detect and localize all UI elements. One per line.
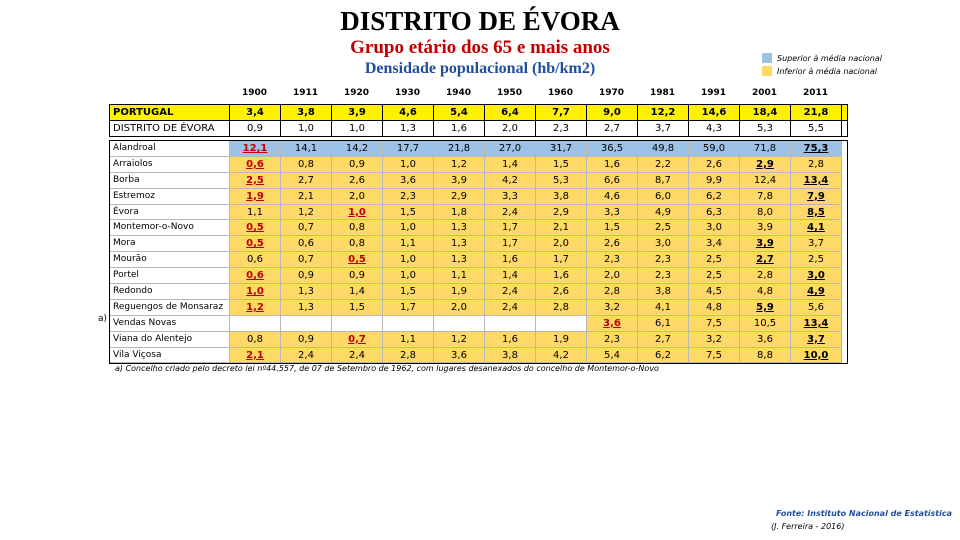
density-value: 59,0 [689, 141, 740, 157]
density-value: 14,1 [281, 141, 332, 157]
density-value: 2,5 [689, 252, 740, 268]
national-value: 3,4 [230, 105, 281, 120]
year-header: 2001 [751, 88, 778, 98]
municipality-name: Borba [110, 173, 230, 189]
density-value [536, 316, 587, 332]
district-value: 1,6 [434, 121, 485, 136]
table-row [110, 189, 849, 205]
density-value: 1,5 [536, 157, 587, 173]
district-value: 1,3 [383, 121, 434, 136]
density-value: 1,7 [383, 300, 434, 316]
density-value: 0,8 [332, 236, 383, 252]
year-header: 1930 [394, 88, 421, 98]
year-header: 1950 [496, 88, 523, 98]
density-value: 17,7 [383, 141, 434, 157]
density-value: 2,8 [536, 300, 587, 316]
district-value: 4,3 [689, 121, 740, 136]
density-value: 12,4 [740, 173, 791, 189]
density-value: 0,9 [332, 268, 383, 284]
national-value: 21,8 [791, 105, 842, 120]
national-value: 14,6 [689, 105, 740, 120]
density-value: 2,5 [791, 252, 842, 268]
district-value: 5,5 [791, 121, 842, 136]
density-value: 1,9 [434, 284, 485, 300]
district-row [109, 121, 848, 137]
density-value: 1,1 [434, 268, 485, 284]
municipality-name: Mourão [110, 252, 230, 268]
density-value: 2,8 [383, 348, 434, 364]
municipality-name: Arraiolos [110, 157, 230, 173]
density-value: 21,8 [434, 141, 485, 157]
municipality-name: Vendas Novas [110, 316, 230, 332]
density-value: 12,1 [230, 141, 281, 157]
density-value: 1,5 [383, 284, 434, 300]
density-value: 1,1 [383, 332, 434, 348]
density-value: 3,3 [587, 205, 638, 221]
table-row [110, 220, 849, 236]
table-row [110, 316, 849, 332]
municipality-name: Portel [110, 268, 230, 284]
table-row [110, 332, 849, 348]
density-value: 4,1 [638, 300, 689, 316]
table-row [110, 268, 849, 284]
table-row [110, 157, 849, 173]
density-value: 2,0 [434, 300, 485, 316]
density-value: 4,8 [740, 284, 791, 300]
density-value: 4,8 [689, 300, 740, 316]
density-value: 0,7 [281, 252, 332, 268]
density-value: 49,8 [638, 141, 689, 157]
density-value: 3,9 [434, 173, 485, 189]
table-row [110, 284, 849, 300]
national-value: 9,0 [587, 105, 638, 120]
national-value: 3,9 [332, 105, 383, 120]
density-value: 3,6 [587, 316, 638, 332]
year-header: 1900 [241, 88, 268, 98]
density-value: 3,6 [383, 173, 434, 189]
district-value: 0,9 [230, 121, 281, 136]
density-value: 1,3 [434, 252, 485, 268]
density-value: 1,0 [383, 268, 434, 284]
density-value: 1,3 [434, 236, 485, 252]
district-value: 2,7 [587, 121, 638, 136]
municipality-name: Redondo [110, 284, 230, 300]
density-value: 3,6 [740, 332, 791, 348]
vendas-novas-marker: a) [98, 314, 108, 324]
page-title: DISTRITO DE ÉVORA [340, 6, 620, 36]
density-value: 1,0 [230, 284, 281, 300]
national-row [109, 104, 848, 121]
density-value: 0,5 [332, 252, 383, 268]
table-row [110, 252, 849, 268]
district-value: 2,3 [536, 121, 587, 136]
density-value: 4,2 [536, 348, 587, 364]
density-value: 1,7 [485, 220, 536, 236]
municipality-name: Viana do Alentejo [110, 332, 230, 348]
density-value: 1,3 [281, 300, 332, 316]
density-value: 3,2 [587, 300, 638, 316]
density-value: 3,8 [536, 189, 587, 205]
density-value: 4,6 [587, 189, 638, 205]
density-value: 13,4 [791, 316, 842, 332]
legend-swatch-below [762, 66, 772, 76]
density-value: 10,5 [740, 316, 791, 332]
density-value: 2,6 [536, 284, 587, 300]
density-value: 2,6 [332, 173, 383, 189]
year-header: 1970 [598, 88, 625, 98]
density-value: 27,0 [485, 141, 536, 157]
density-value: 6,6 [587, 173, 638, 189]
table-row [110, 300, 849, 316]
metric-label: Densidade populacional (hb/km2) [364, 60, 596, 77]
density-value: 2,9 [536, 205, 587, 221]
density-value: 8,0 [740, 205, 791, 221]
density-value: 5,3 [536, 173, 587, 189]
density-value: 3,2 [689, 332, 740, 348]
density-value: 7,8 [740, 189, 791, 205]
legend-item-below [762, 66, 877, 76]
density-value: 1,5 [383, 205, 434, 221]
density-value: 3,0 [791, 268, 842, 284]
density-value: 1,1 [383, 236, 434, 252]
year-header: 1911 [292, 88, 319, 98]
district-name: DISTRITO DE ÉVORA [110, 121, 230, 136]
density-value: 0,8 [281, 157, 332, 173]
density-value: 3,8 [638, 284, 689, 300]
density-value: 0,7 [281, 220, 332, 236]
national-value: 18,4 [740, 105, 791, 120]
density-value: 1,6 [485, 332, 536, 348]
density-table [109, 86, 848, 364]
density-value [434, 316, 485, 332]
density-value: 1,2 [434, 332, 485, 348]
density-value: 0,7 [332, 332, 383, 348]
district-value: 5,3 [740, 121, 791, 136]
density-value: 0,9 [332, 157, 383, 173]
municipality-name: Vila Viçosa [110, 348, 230, 364]
density-value: 6,2 [638, 348, 689, 364]
density-value: 31,7 [536, 141, 587, 157]
density-value: 4,9 [791, 284, 842, 300]
author-note: (J. Ferreira - 2016) [771, 522, 845, 531]
header-corner [109, 86, 229, 102]
national-name: PORTUGAL [110, 105, 230, 120]
table-row [110, 348, 849, 364]
density-value: 0,8 [230, 332, 281, 348]
district-value: 3,7 [638, 121, 689, 136]
density-value: 1,3 [281, 284, 332, 300]
density-value: 2,0 [587, 268, 638, 284]
density-value: 0,9 [281, 268, 332, 284]
table-row [110, 205, 849, 221]
density-value: 2,7 [740, 252, 791, 268]
density-value: 2,3 [587, 332, 638, 348]
density-value: 1,4 [332, 284, 383, 300]
density-value: 3,0 [689, 220, 740, 236]
density-value: 6,1 [638, 316, 689, 332]
density-value: 4,1 [791, 220, 842, 236]
density-value: 2,4 [485, 205, 536, 221]
year-header: 1920 [343, 88, 370, 98]
density-value: 2,8 [791, 157, 842, 173]
density-value [332, 316, 383, 332]
density-value: 8,7 [638, 173, 689, 189]
density-value: 2,5 [689, 268, 740, 284]
density-value: 5,6 [791, 300, 842, 316]
density-value: 4,5 [689, 284, 740, 300]
density-value: 2,3 [383, 189, 434, 205]
density-value: 3,0 [638, 236, 689, 252]
density-value: 1,7 [485, 236, 536, 252]
density-value: 1,7 [536, 252, 587, 268]
density-value: 1,4 [485, 157, 536, 173]
year-header: 1960 [547, 88, 574, 98]
density-value: 2,3 [638, 268, 689, 284]
density-value: 6,2 [689, 189, 740, 205]
density-value: 3,9 [740, 236, 791, 252]
density-value: 1,4 [485, 268, 536, 284]
density-value: 7,9 [791, 189, 842, 205]
national-value: 12,2 [638, 105, 689, 120]
national-value: 6,4 [485, 105, 536, 120]
density-value: 2,8 [740, 268, 791, 284]
density-value: 2,0 [332, 189, 383, 205]
density-value: 2,1 [230, 348, 281, 364]
density-value: 0,6 [230, 252, 281, 268]
density-value: 0,5 [230, 236, 281, 252]
density-value: 7,5 [689, 316, 740, 332]
density-value: 4,2 [485, 173, 536, 189]
density-value: 1,5 [587, 220, 638, 236]
density-value: 6,3 [689, 205, 740, 221]
municipality-name: Évora [110, 205, 230, 221]
density-value: 71,8 [740, 141, 791, 157]
density-value: 3,3 [485, 189, 536, 205]
density-value: 1,9 [230, 189, 281, 205]
municipality-name: Reguengos de Monsaraz [110, 300, 230, 316]
district-value: 1,0 [281, 121, 332, 136]
density-value: 1,2 [281, 205, 332, 221]
district-value: 2,0 [485, 121, 536, 136]
legend-swatch-above [762, 53, 772, 63]
density-value: 1,0 [332, 205, 383, 221]
municipality-name: Montemor-o-Novo [110, 220, 230, 236]
density-value: 10,0 [791, 348, 842, 364]
density-value: 13,4 [791, 173, 842, 189]
density-value: 2,0 [536, 236, 587, 252]
table-row [110, 141, 849, 157]
density-value: 3,8 [485, 348, 536, 364]
density-value: 2,4 [332, 348, 383, 364]
density-value: 1,5 [332, 300, 383, 316]
density-value: 5,9 [740, 300, 791, 316]
density-value: 1,2 [434, 157, 485, 173]
year-header: 1991 [700, 88, 727, 98]
density-value: 8,8 [740, 348, 791, 364]
density-value: 2,1 [281, 189, 332, 205]
density-value: 2,6 [587, 236, 638, 252]
legend-label-below: Inferior à média nacional [777, 66, 877, 76]
density-value: 2,4 [485, 284, 536, 300]
density-value: 1,6 [587, 157, 638, 173]
municipalities-table [109, 140, 848, 364]
density-value: 1,6 [485, 252, 536, 268]
source-note: Fonte: Instituto Nacional de Estatística [776, 509, 953, 518]
density-value: 14,2 [332, 141, 383, 157]
density-value: 8,5 [791, 205, 842, 221]
density-value: 1,6 [536, 268, 587, 284]
year-header-row [109, 86, 848, 102]
national-value: 5,4 [434, 105, 485, 120]
density-value: 4,9 [638, 205, 689, 221]
density-value [485, 316, 536, 332]
density-value: 2,2 [638, 157, 689, 173]
density-value [230, 316, 281, 332]
density-value: 9,9 [689, 173, 740, 189]
district-value: 1,0 [332, 121, 383, 136]
density-value: 0,8 [332, 220, 383, 236]
density-value: 0,9 [281, 332, 332, 348]
density-value: 2,5 [230, 173, 281, 189]
density-value: 1,1 [230, 205, 281, 221]
density-value: 2,7 [281, 173, 332, 189]
legend-label-above: Superior à média nacional [777, 53, 882, 63]
year-header: 1981 [649, 88, 676, 98]
national-value: 7,7 [536, 105, 587, 120]
density-value: 2,6 [689, 157, 740, 173]
density-value: 1,2 [230, 300, 281, 316]
density-value [383, 316, 434, 332]
density-value: 36,5 [587, 141, 638, 157]
density-value: 2,1 [536, 220, 587, 236]
density-value: 1,0 [383, 157, 434, 173]
density-value: 0,6 [230, 268, 281, 284]
municipality-name: Mora [110, 236, 230, 252]
density-value: 2,9 [434, 189, 485, 205]
density-value: 2,7 [638, 332, 689, 348]
page-subtitle: Grupo etário dos 65 e mais anos [350, 37, 610, 58]
table-row [110, 173, 849, 189]
national-value: 4,6 [383, 105, 434, 120]
density-value: 7,5 [689, 348, 740, 364]
density-value: 3,4 [689, 236, 740, 252]
density-value: 2,3 [638, 252, 689, 268]
municipality-name: Alandroal [110, 141, 230, 157]
density-value: 2,9 [740, 157, 791, 173]
density-value: 75,3 [791, 141, 842, 157]
density-value: 1,0 [383, 252, 434, 268]
density-value: 5,4 [587, 348, 638, 364]
density-value: 0,5 [230, 220, 281, 236]
density-value: 3,7 [791, 332, 842, 348]
density-value: 1,3 [434, 220, 485, 236]
density-value: 2,3 [587, 252, 638, 268]
density-value: 0,6 [281, 236, 332, 252]
density-value: 1,0 [383, 220, 434, 236]
density-value: 3,7 [791, 236, 842, 252]
density-value: 2,4 [485, 300, 536, 316]
legend-item-above [762, 53, 882, 63]
municipality-name: Estremoz [110, 189, 230, 205]
density-value [281, 316, 332, 332]
density-value: 2,4 [281, 348, 332, 364]
year-header: 1940 [445, 88, 472, 98]
density-value: 6,0 [638, 189, 689, 205]
national-value: 3,8 [281, 105, 332, 120]
density-value: 0,6 [230, 157, 281, 173]
density-value: 1,8 [434, 205, 485, 221]
footnote: a) Concelho criado pelo decreto lei nº44.557, de 07 de Setembro de 1962, com lugares desanexados do concelho de Montemor-o-Novo [115, 364, 659, 373]
density-value: 2,8 [587, 284, 638, 300]
table-row [110, 236, 849, 252]
density-value: 2,5 [638, 220, 689, 236]
density-value: 3,9 [740, 220, 791, 236]
density-value: 3,6 [434, 348, 485, 364]
year-header: 2011 [802, 88, 829, 98]
density-value: 1,9 [536, 332, 587, 348]
